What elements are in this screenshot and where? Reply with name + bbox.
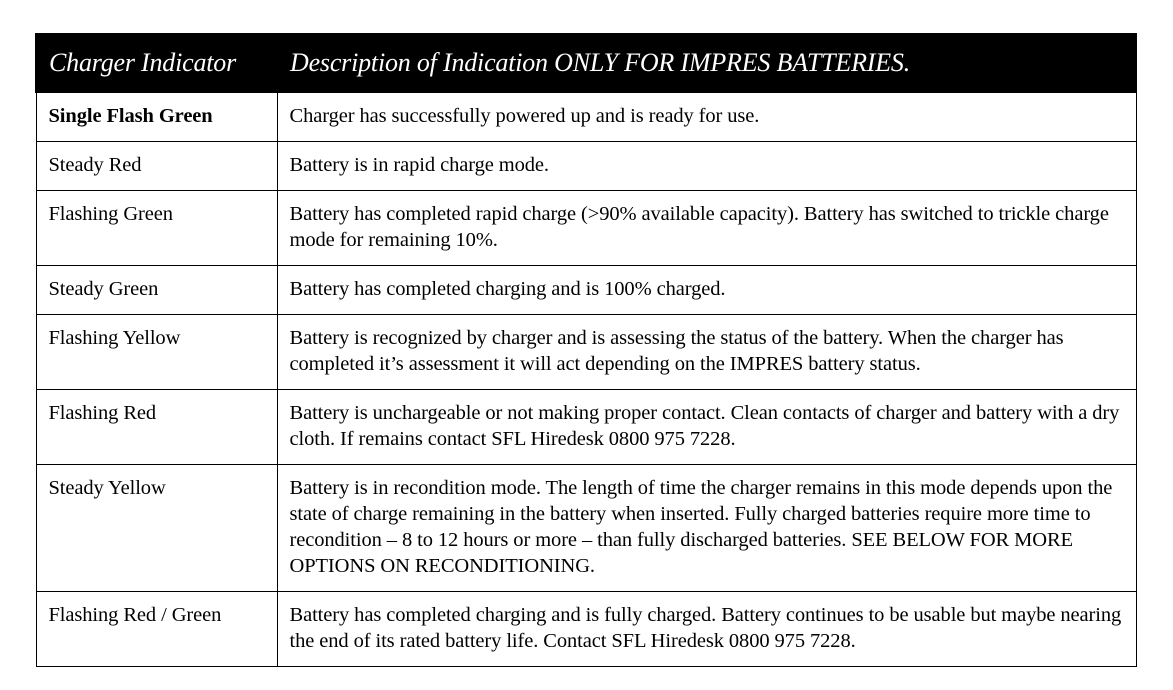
table-row bbox=[36, 266, 1136, 315]
table-row bbox=[36, 390, 1136, 465]
charger-indicator-table bbox=[35, 33, 1137, 667]
table-row bbox=[36, 465, 1136, 592]
description-cell: Battery is recognized by charger and is assessing the status of the battery. When the charger has completed it’s assessment it will act depending on the IMPRES battery status. bbox=[277, 315, 1136, 390]
table-header bbox=[36, 34, 1136, 92]
header-description: Description of Indication ONLY FOR IMPRES BATTERIES. bbox=[277, 34, 1136, 92]
indicator-cell: Steady Red bbox=[36, 142, 277, 191]
indicator-cell: Steady Yellow bbox=[36, 465, 277, 592]
header-row bbox=[36, 34, 1136, 92]
table-row bbox=[36, 315, 1136, 390]
indicator-cell: Flashing Green bbox=[36, 191, 277, 266]
description-cell: Battery is unchargeable or not making proper contact. Clean contacts of charger and battery with a dry cloth. If remains contact SFL Hiredesk 0800 975 7228. bbox=[277, 390, 1136, 465]
indicator-cell: Flashing Red / Green bbox=[36, 592, 277, 667]
description-cell: Battery is in rapid charge mode. bbox=[277, 142, 1136, 191]
header-charger-indicator: Charger Indicator bbox=[36, 34, 277, 92]
description-cell: Charger has successfully powered up and is ready for use. bbox=[277, 92, 1136, 142]
indicator-cell: Flashing Yellow bbox=[36, 315, 277, 390]
table-row bbox=[36, 592, 1136, 667]
description-cell: Battery has completed charging and is fully charged. Battery continues to be usable but maybe nearing the end of its rated battery life. Contact SFL Hiredesk 0800 975 7228. bbox=[277, 592, 1136, 667]
table-row bbox=[36, 92, 1136, 142]
description-cell: Battery is in recondition mode. The length of time the charger remains in this mode depends upon the state of charge remaining in the battery when inserted. Fully charged batteries require more time to recondition – 8 to 12 hours or more – than fully discharged batteries. SEE BELOW FOR MORE OPTIONS ON RECONDITIONING. bbox=[277, 465, 1136, 592]
indicator-cell: Single Flash Green bbox=[36, 92, 277, 142]
indicator-cell: Flashing Red bbox=[36, 390, 277, 465]
description-cell: Battery has completed rapid charge (>90% available capacity). Battery has switched to trickle charge mode for remaining 10%. bbox=[277, 191, 1136, 266]
table-body bbox=[36, 92, 1136, 667]
indicator-cell: Steady Green bbox=[36, 266, 277, 315]
table-row bbox=[36, 142, 1136, 191]
description-cell: Battery has completed charging and is 100% charged. bbox=[277, 266, 1136, 315]
table-row bbox=[36, 191, 1136, 266]
